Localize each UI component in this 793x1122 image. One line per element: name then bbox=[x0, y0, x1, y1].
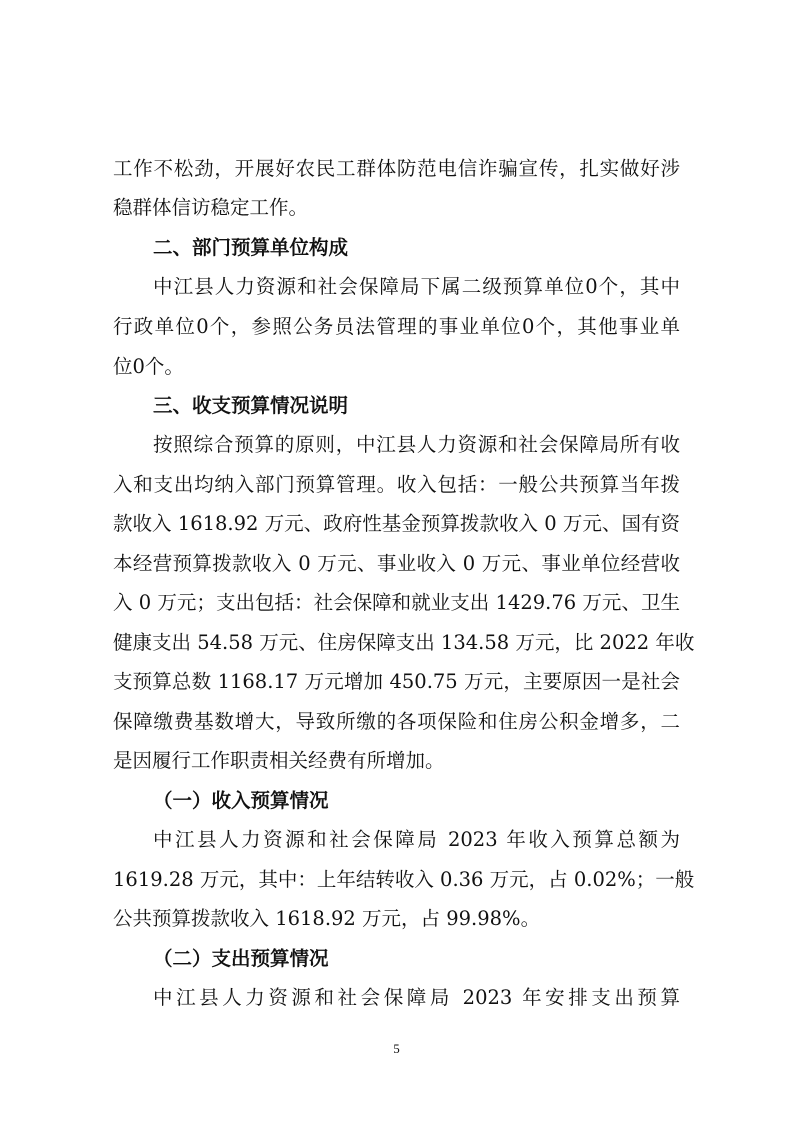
body-text-line: 本经营预算拨款收入 0 万元、事业收入 0 万元、事业单位经营收 bbox=[113, 552, 680, 575]
body-text-line: 1619.28 万元，其中：上年结转收入 0.36 万元，占 0.02%；一般 bbox=[113, 868, 695, 891]
body-text-line: 位0个。 bbox=[113, 355, 184, 378]
body-text-line: 保障缴费基数增大，导致所缴的各项保险和住房公积金增多，二 bbox=[113, 710, 680, 733]
body-text-line: 款收入 1618.92 万元、政府性基金预算拨款收入 0 万元、国有资 bbox=[113, 512, 680, 535]
subsection-heading-1: （一）收入预算情况 bbox=[153, 789, 329, 812]
body-text-line: 按照综合预算的原则，中江县人力资源和社会保障局所有收 bbox=[153, 433, 680, 456]
body-text-line: 健康支出 54.58 万元、住房保障支出 134.58 万元，比 2022 年收 bbox=[113, 631, 695, 654]
body-text-line: 中江县人力资源和社会保障局下属二级预算单位0个，其中 bbox=[153, 275, 680, 298]
body-text-line: 入 0 万元；支出包括：社会保障和就业支出 1429.76 万元、卫生 bbox=[113, 591, 680, 614]
body-text-line: 支预算总数 1168.17 万元增加 450.75 万元，主要原因一是社会 bbox=[113, 670, 680, 693]
page-number: 5 bbox=[393, 1041, 400, 1056]
section-heading-3: 三、收支预算情况说明 bbox=[153, 394, 349, 417]
section-heading-2: 二、部门预算单位构成 bbox=[153, 236, 349, 259]
body-text-line: 行政单位0个，参照公务员法管理的事业单位0个，其他事业单 bbox=[113, 315, 680, 338]
subsection-heading-2: （二）支出预算情况 bbox=[153, 947, 329, 970]
body-text-line: 工作不松劲，开展好农民工群体防范电信诈骗宣传，扎实做好涉 bbox=[113, 157, 680, 180]
body-text-line: 入和支出均纳入部门预算管理。收入包括：一般公共预算当年拨 bbox=[113, 473, 680, 496]
body-text-line: 中江县人力资源和社会保障局 2023 年收入预算总额为 bbox=[153, 828, 680, 851]
body-text-line: 公共预算拨款收入 1618.92 万元，占 99.98%。 bbox=[113, 907, 541, 930]
body-text-line: 是因履行工作职责相关经费有所增加。 bbox=[113, 749, 445, 772]
body-text-line: 稳群体信访稳定工作。 bbox=[113, 196, 309, 219]
body-text-line: 中江县人力资源和社会保障局 2023 年安排支出预算 bbox=[153, 986, 680, 1009]
